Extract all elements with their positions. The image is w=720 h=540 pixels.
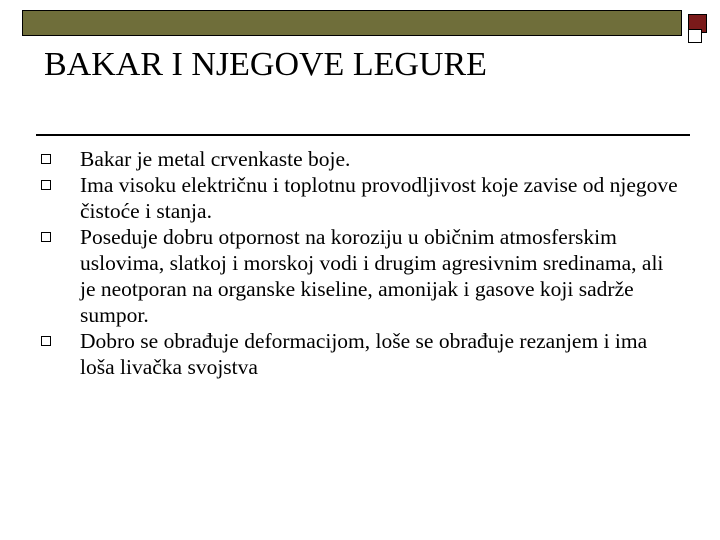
hollow-square-bullet-icon <box>41 232 51 242</box>
bullet-text: Bakar je metal crvenkaste boje. <box>80 147 351 171</box>
bullet-item <box>40 146 680 172</box>
bullet-text: Poseduje dobru otpornost na koroziju u običnim atmosferskim uslovima, slatkoj i morskoj vodi i drugim agresivnim sredinama, ali je neotporan na organske kiseline, amonijak i gasove koji sadrže sumpor. <box>80 225 664 327</box>
bullet-text: Ima visoku električnu i toplotnu provodljivost koje zavise od njegove čistoće i stanja. <box>80 173 678 223</box>
header-decoration-bar <box>22 10 682 36</box>
slide-title: BAKAR I NJEGOVE LEGURE <box>44 46 487 83</box>
bullet-item <box>40 172 680 224</box>
hollow-square-bullet-icon <box>41 180 51 190</box>
title-underline <box>36 134 690 136</box>
bullet-item <box>40 224 680 328</box>
bullet-item <box>40 328 680 380</box>
bullet-text: Dobro se obrađuje deformacijom, loše se obrađuje rezanjem i ima loša livačka svojstva <box>80 329 648 379</box>
hollow-square-bullet-icon <box>41 154 51 164</box>
corner-hollow-square-icon <box>688 29 702 43</box>
hollow-square-bullet-icon <box>41 336 51 346</box>
bullet-list <box>40 146 680 380</box>
